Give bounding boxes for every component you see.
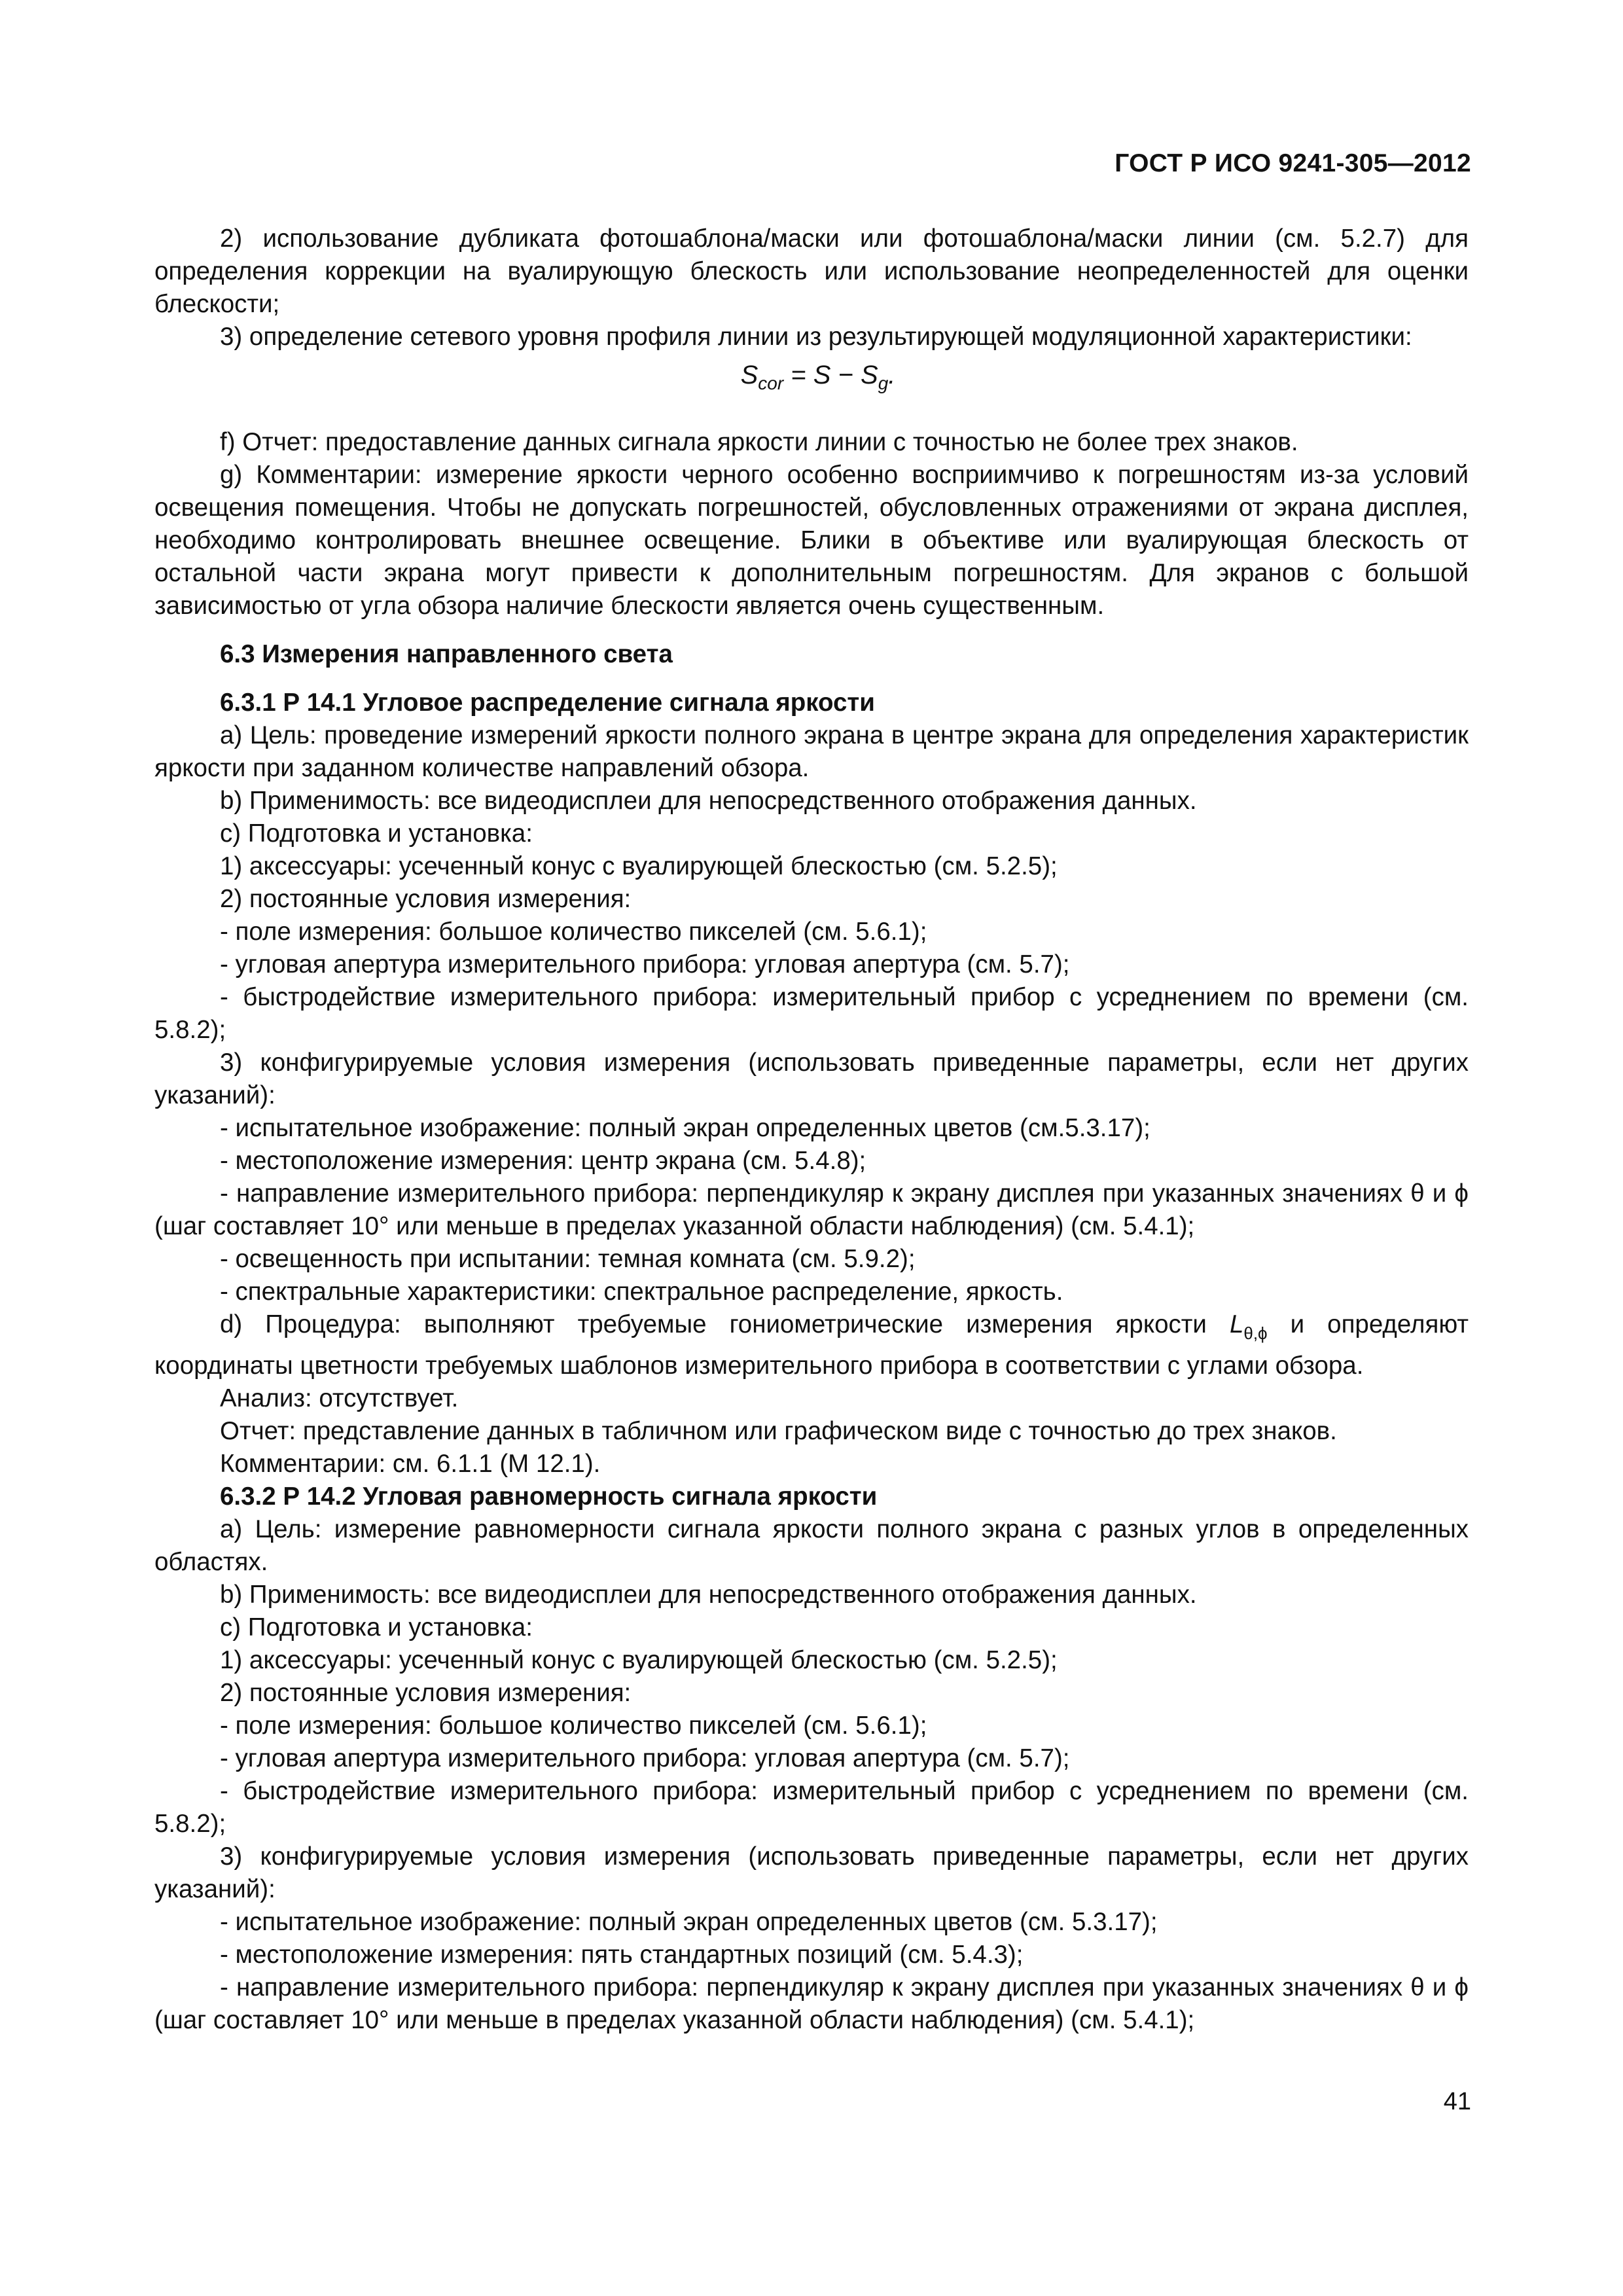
paragraph: 2) использование дубликата фотошаблона/маски или фотошаблона/маски линии (см. 5.2.7) для определения коррекции на вуалирующую блескость или использование неопределенностей для оценки блескости; bbox=[154, 224, 1469, 318]
list-item: b) Применимость: все видеодисплеи для непосредственного отображения данных. bbox=[220, 787, 1197, 815]
list-item: 1) аксессуары: усеченный конус с вуалирующей блескостью (см. 5.2.5); bbox=[220, 1646, 1058, 1674]
document-header: ГОСТ Р ИСО 9241-305—2012 bbox=[1115, 149, 1471, 177]
list-item: а) Цель: проведение измерений яркости полного экрана в центре экрана для определения характеристик яркости при заданном количестве направлений обзора. bbox=[154, 721, 1469, 782]
formula-end: . bbox=[888, 361, 896, 389]
list-item: 3) конфигурируемые условия измерения (использовать приведенные параметры, если нет других указаний): bbox=[154, 1842, 1469, 1903]
list-item: - испытательное изображение: полный экран определенных цветов (см.5.3.17); bbox=[220, 1114, 1150, 1142]
list-item: - быстродействие измерительного прибора: измерительный прибор с усреднением по времени (см. 5.8.2); bbox=[154, 983, 1469, 1044]
section-heading: 6.3 Измерения направленного света bbox=[220, 640, 673, 668]
list-item: - поле измерения: большое количество пикселей (см. 5.6.1); bbox=[220, 918, 927, 946]
paragraph: Комментарии: см. 6.1.1 (М 12.1). bbox=[220, 1450, 601, 1478]
list-item: 1) аксессуары: усеченный конус с вуалирующей блескостью (см. 5.2.5); bbox=[220, 852, 1058, 880]
subsection-heading: 6.3.2 Р 14.2 Угловая равномерность сигнала яркости bbox=[220, 1482, 878, 1511]
list-item: с) Подготовка и установка: bbox=[220, 819, 533, 848]
list-item: 2) постоянные условия измерения: bbox=[220, 885, 632, 913]
list-item: - направление измерительного прибора: перпендикуляр к экрану дисплея при указанных значениях θ и ϕ (шаг составляет 10° или меньше в пределах указанной области наблюдения) (см. 5.4.1); bbox=[154, 1973, 1469, 2034]
list-item: - быстродействие измерительного прибора: измерительный прибор с усреднением по времени (см. 5.8.2); bbox=[154, 1777, 1469, 1838]
list-item: с) Подготовка и установка: bbox=[220, 1613, 533, 1641]
list-item: 3) конфигурируемые условия измерения (использовать приведенные параметры, если нет других указаний): bbox=[154, 1049, 1469, 1109]
paragraph: 3) определение сетевого уровня профиля линии из результирующей модуляционной характеристики: bbox=[220, 323, 1412, 351]
procedure-text: d) Процедура: выполняют требуемые гониометрические измерения яркости bbox=[220, 1310, 1230, 1338]
formula-lhs-sub: cor bbox=[758, 373, 784, 393]
paragraph: f) Отчет: предоставление данных сигнала яркости линии с точностью не более трех знаков. bbox=[220, 428, 1298, 456]
formula bbox=[154, 359, 1469, 400]
formula-rhs-sub: g bbox=[878, 373, 889, 393]
list-item: - угловая апертура измерительного прибора: угловая апертура (см. 5.7); bbox=[220, 950, 1070, 978]
formula-eq: = S − S bbox=[783, 361, 878, 389]
luminance-subscript: θ,ϕ bbox=[1243, 1323, 1268, 1343]
list-item: - освещенность при испытании: темная комната (см. 5.9.2); bbox=[220, 1245, 916, 1273]
list-item: b) Применимость: все видеодисплеи для непосредственного отображения данных. bbox=[220, 1581, 1197, 1609]
procedure-text-cont: и определяют координаты цветности требуемых шаблонов измерительного прибора в соответствии с углами обзора. bbox=[154, 1310, 1469, 1380]
paragraph: g) Комментарии: измерение яркости черного особенно восприимчиво к погрешностям из-за условий освещения помещения. Чтобы не допускать погрешностей, обусловленных отражениями от экрана дисплея, необходимо контролировать внешнее освещение. Блики в объективе или вуалирующая блескость от остальной части экрана могут привести к дополнительным погрешностям. Для экранов с большой зависимостью от угла обзора наличие блескости является очень существенным. bbox=[154, 461, 1469, 620]
luminance-symbol: L bbox=[1229, 1310, 1244, 1338]
page-number: 41 bbox=[1443, 2088, 1471, 2115]
list-item: - угловая апертура измерительного прибора: угловая апертура (см. 5.7); bbox=[220, 1744, 1070, 1772]
subsection-heading: 6.3.1 Р 14.1 Угловое распределение сигнала яркости bbox=[220, 689, 875, 717]
formula-lhs: S bbox=[740, 361, 758, 389]
list-item: а) Цель: измерение равномерности сигнала яркости полного экрана с разных углов в определенных областях. bbox=[154, 1515, 1469, 1576]
list-item: - направление измерительного прибора: перпендикуляр к экрану дисплея при указанных значениях θ и ϕ (шаг составляет 10° или меньше в пределах указанной области наблюдения) (см. 5.4.1); bbox=[154, 1179, 1469, 1240]
list-item: 2) постоянные условия измерения: bbox=[220, 1679, 632, 1707]
list-item: - местоположение измерения: центр экрана (см. 5.4.8); bbox=[220, 1147, 866, 1175]
page-body bbox=[154, 223, 1469, 2037]
list-item: - спектральные характеристики: спектральное распределение, яркость. bbox=[220, 1278, 1063, 1306]
list-item: - испытательное изображение: полный экран определенных цветов (см. 5.3.17); bbox=[220, 1908, 1158, 1936]
list-item: - поле измерения: большое количество пикселей (см. 5.6.1); bbox=[220, 1712, 927, 1740]
list-item: - местоположение измерения: пять стандартных позиций (см. 5.4.3); bbox=[220, 1941, 1024, 1969]
paragraph: Анализ: отсутствует. bbox=[220, 1384, 459, 1412]
list-item-procedure bbox=[154, 1308, 1469, 1382]
paragraph: Отчет: представление данных в табличном или графическом виде с точностью до трех знаков. bbox=[220, 1417, 1337, 1445]
